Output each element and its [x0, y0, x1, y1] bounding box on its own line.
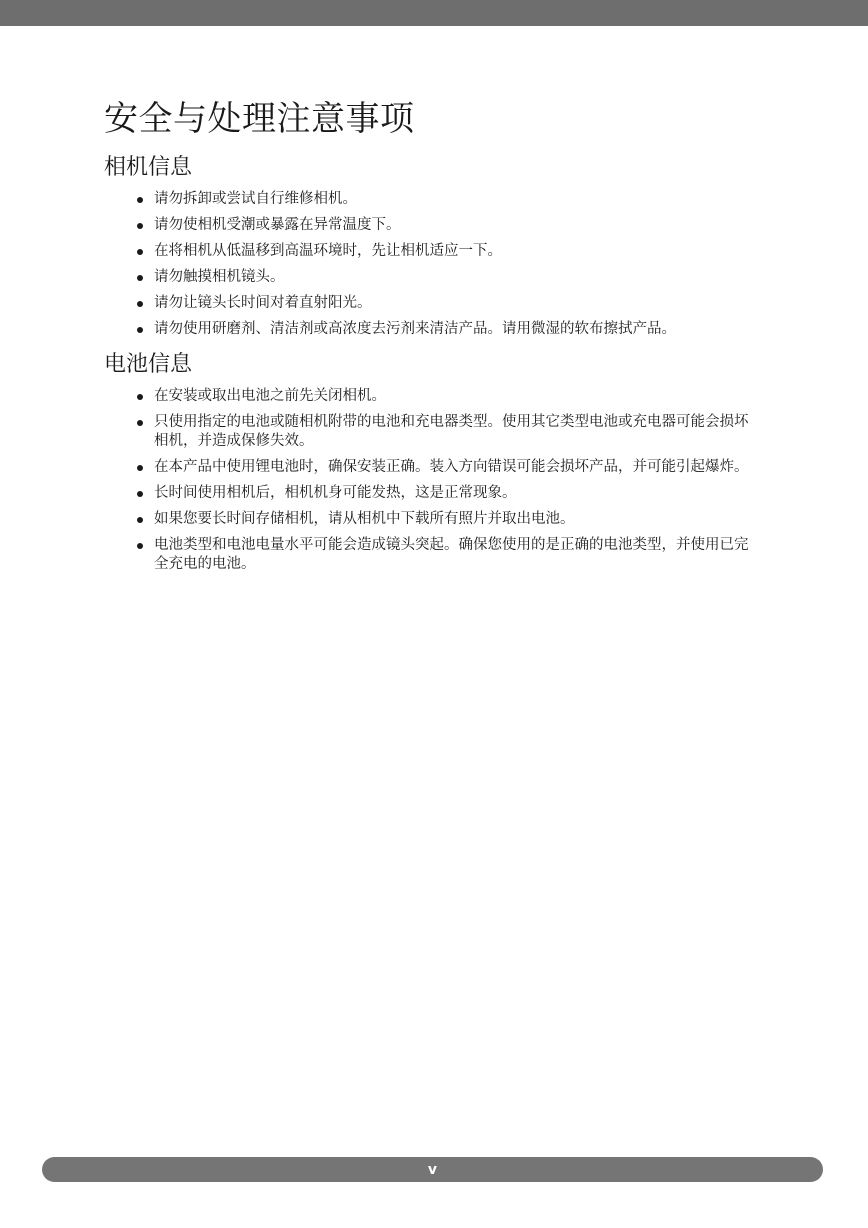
bullet-icon [137, 301, 143, 307]
list-item-text: 电池类型和电池电量水平可能会造成镜头突起。确保您使用的是正确的电池类型，并使用已完全充电的电池。 [154, 537, 749, 572]
page-content [104, 96, 754, 584]
camera-info-list [104, 190, 754, 339]
list-item [104, 387, 754, 406]
list-item [104, 484, 754, 503]
list-item-text: 在安装或取出电池之前先关闭相机。 [154, 388, 386, 404]
list-item [104, 268, 754, 287]
list-item-text: 长时间使用相机后，相机机身可能发热，这是正常现象。 [154, 485, 517, 501]
list-item [104, 510, 754, 529]
page-number: v [427, 1161, 438, 1178]
bullet-icon [137, 275, 143, 281]
section-heading-battery: 电池信息 [104, 352, 193, 377]
list-item [104, 190, 754, 209]
list-item-text: 在将相机从低温移到高温环境时，先让相机适应一下。 [154, 243, 502, 259]
bullet-icon [137, 327, 143, 333]
list-item-text: 请勿让镜头长时间对着直射阳光。 [154, 295, 372, 311]
page-title: 安全与处理注意事项 [104, 99, 415, 139]
bullet-icon [137, 223, 143, 229]
footer-bar [42, 1157, 823, 1182]
bullet-icon [137, 420, 143, 426]
list-item-text: 请勿使相机受潮或暴露在异常温度下。 [154, 217, 401, 233]
list-item [104, 536, 754, 574]
list-item [104, 320, 754, 339]
list-item-text: 如果您要长时间存储相机，请从相机中下载所有照片并取出电池。 [154, 511, 575, 527]
bullet-icon [137, 394, 143, 400]
list-item [104, 242, 754, 261]
section-heading-camera: 相机信息 [104, 155, 193, 180]
list-item-text: 只使用指定的电池或随相机附带的电池和充电器类型。使用其它类型电池或充电器可能会损坏相机，并造成保修失效。 [154, 414, 749, 449]
battery-info-list [104, 387, 754, 574]
bullet-icon [137, 465, 143, 471]
list-item-text: 在本产品中使用锂电池时，确保安装正确。装入方向错误可能会损坏产品，并可能引起爆炸。 [154, 459, 749, 475]
bullet-icon [137, 517, 143, 523]
bullet-icon [137, 197, 143, 203]
list-item [104, 458, 754, 477]
top-bar [0, 0, 868, 26]
list-item [104, 294, 754, 313]
list-item-text: 请勿拆卸或尝试自行维修相机。 [154, 191, 357, 207]
list-item-text: 请勿触摸相机镜头。 [154, 269, 285, 285]
list-item [104, 216, 754, 235]
bullet-icon [137, 249, 143, 255]
bullet-icon [137, 491, 143, 497]
list-item-text: 请勿使用研磨剂、清洁剂或高浓度去污剂来清洁产品。请用微湿的软布擦拭产品。 [154, 321, 676, 337]
bullet-icon [137, 543, 143, 549]
list-item [104, 413, 754, 451]
